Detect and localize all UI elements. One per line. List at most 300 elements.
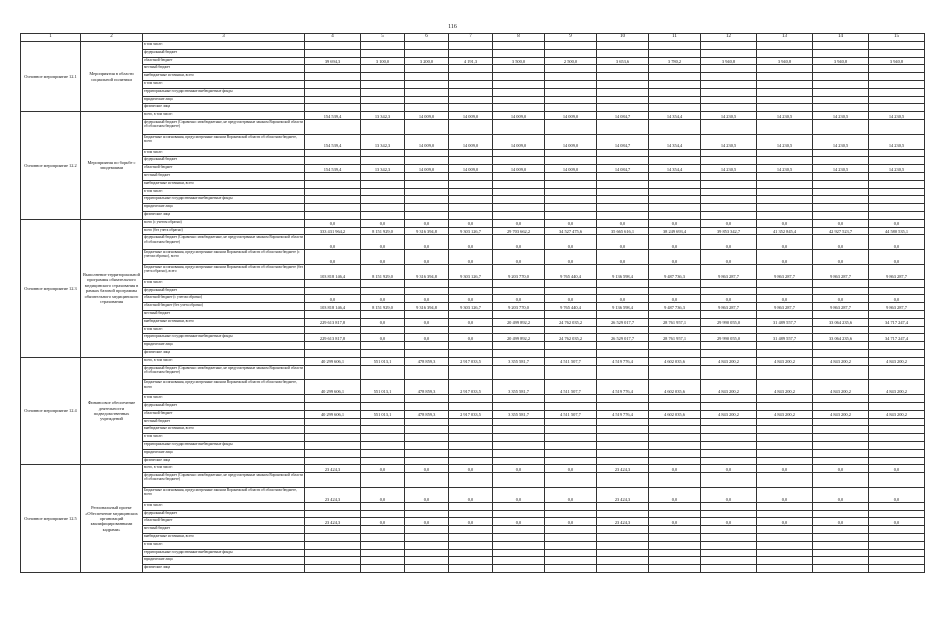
value-cell — [361, 287, 405, 295]
value-cell: 9 863 287,7 — [701, 303, 757, 311]
value-cell — [545, 80, 597, 88]
value-cell — [701, 541, 757, 549]
value-cell — [361, 426, 405, 434]
value-cell — [757, 157, 813, 165]
value-cell: 0,0 — [649, 518, 701, 526]
value-cell — [449, 426, 493, 434]
table-row — [21, 395, 925, 403]
value-cell — [597, 80, 649, 88]
value-cell — [405, 557, 449, 565]
value-cell — [813, 188, 869, 196]
value-cell: 14 230,5 — [757, 165, 813, 173]
value-cell: 0,0 — [493, 235, 545, 250]
value-cell — [405, 449, 449, 457]
value-cell — [701, 473, 757, 488]
value-cell — [493, 557, 545, 565]
value-cell — [869, 342, 925, 350]
funding-source: в том числе: — [143, 395, 305, 403]
value-cell: 9 863 287,7 — [757, 303, 813, 311]
funding-source: в том числе: — [143, 502, 305, 510]
value-cell — [813, 557, 869, 565]
value-cell — [597, 326, 649, 334]
value-cell — [545, 157, 597, 165]
value-cell: 9 303 126,7 — [449, 227, 493, 235]
value-cell: 9 316 394,8 — [405, 227, 449, 235]
value-cell: 0,0 — [545, 465, 597, 473]
value-cell: 14 009,0 — [493, 134, 545, 149]
header-cell: 2 — [81, 34, 143, 42]
value-cell: 14 230,5 — [813, 165, 869, 173]
value-cell — [405, 441, 449, 449]
value-cell: 4 602 035,6 — [649, 410, 701, 418]
table-row — [21, 410, 925, 418]
value-cell: 551 013,1 — [361, 357, 405, 365]
value-cell: 29 703 662,2 — [493, 227, 545, 235]
value-cell — [813, 365, 869, 380]
value-cell — [493, 157, 545, 165]
table-row — [21, 157, 925, 165]
value-cell — [493, 365, 545, 380]
value-cell — [869, 88, 925, 96]
value-cell — [545, 188, 597, 196]
table-row — [21, 465, 925, 473]
value-cell — [757, 449, 813, 457]
value-cell — [813, 172, 869, 180]
value-cell — [597, 49, 649, 57]
value-cell — [813, 49, 869, 57]
value-cell — [813, 418, 869, 426]
value-cell — [701, 418, 757, 426]
value-cell — [545, 365, 597, 380]
section-name: Основное мероприятие 12.3 — [21, 219, 81, 357]
value-cell — [869, 510, 925, 518]
value-cell — [701, 73, 757, 81]
value-cell — [545, 557, 597, 565]
value-cell: 0,0 — [701, 518, 757, 526]
value-cell — [545, 149, 597, 157]
value-cell — [757, 104, 813, 112]
value-cell — [305, 326, 361, 334]
value-cell — [545, 349, 597, 357]
value-cell — [869, 533, 925, 541]
value-cell — [361, 457, 405, 465]
value-cell — [597, 342, 649, 350]
value-cell — [597, 73, 649, 81]
value-cell — [649, 326, 701, 334]
value-cell — [545, 449, 597, 457]
value-cell — [597, 441, 649, 449]
value-cell: 9 863 287,7 — [757, 264, 813, 279]
value-cell — [649, 449, 701, 457]
value-cell — [701, 180, 757, 188]
value-cell — [649, 149, 701, 157]
value-cell — [649, 418, 701, 426]
value-cell — [493, 96, 545, 104]
value-cell — [757, 119, 813, 134]
value-cell — [305, 473, 361, 488]
value-cell: 14 084,7 — [597, 112, 649, 120]
value-cell — [449, 73, 493, 81]
value-cell — [649, 549, 701, 557]
value-cell: 0,0 — [361, 219, 405, 227]
value-cell — [597, 204, 649, 212]
value-cell — [649, 49, 701, 57]
funding-source: в том числе: — [143, 80, 305, 88]
value-cell — [813, 310, 869, 318]
value-cell — [493, 502, 545, 510]
value-cell — [597, 502, 649, 510]
value-cell — [701, 157, 757, 165]
funding-source: юридические лица — [143, 204, 305, 212]
value-cell — [405, 204, 449, 212]
value-cell — [597, 473, 649, 488]
value-cell — [597, 287, 649, 295]
value-cell: 0,0 — [361, 518, 405, 526]
value-cell: 13 342,3 — [361, 134, 405, 149]
value-cell: 4 511 507,7 — [545, 410, 597, 418]
value-cell — [493, 541, 545, 549]
value-cell — [405, 402, 449, 410]
value-cell: 4 843 200,2 — [869, 357, 925, 365]
section-name: Основное мероприятие 12.4 — [21, 357, 81, 465]
value-cell: 23 424,3 — [305, 487, 361, 502]
funding-source: федеральный бюджет — [143, 287, 305, 295]
table-row — [21, 73, 925, 81]
value-cell — [361, 326, 405, 334]
table-row — [21, 434, 925, 442]
value-cell — [597, 457, 649, 465]
value-cell — [649, 541, 701, 549]
value-cell — [449, 549, 493, 557]
table-row — [21, 565, 925, 573]
table-row — [21, 250, 925, 265]
value-cell: 0,0 — [649, 219, 701, 227]
value-cell — [701, 426, 757, 434]
funding-source: физические лица — [143, 349, 305, 357]
value-cell — [757, 188, 813, 196]
funding-source: всего, в том числе: — [143, 465, 305, 473]
value-cell — [405, 180, 449, 188]
value-cell: 3 940,8 — [869, 57, 925, 65]
table-row — [21, 541, 925, 549]
value-cell — [545, 541, 597, 549]
value-cell — [305, 180, 361, 188]
value-cell — [449, 395, 493, 403]
value-cell — [405, 149, 449, 157]
table-row — [21, 473, 925, 488]
value-cell — [813, 104, 869, 112]
value-cell — [449, 565, 493, 573]
value-cell — [649, 441, 701, 449]
value-cell: 14 084,7 — [597, 165, 649, 173]
value-cell — [757, 172, 813, 180]
value-cell — [597, 65, 649, 73]
value-cell: 9 765 440,4 — [545, 303, 597, 311]
value-cell — [493, 326, 545, 334]
value-cell: 20 499 892,2 — [493, 318, 545, 326]
value-cell: 14 354,4 — [649, 134, 701, 149]
value-cell — [449, 473, 493, 488]
value-cell — [869, 172, 925, 180]
value-cell: 14 230,5 — [701, 165, 757, 173]
table-row — [21, 310, 925, 318]
value-cell — [493, 287, 545, 295]
value-cell — [449, 188, 493, 196]
value-cell: 4 519 776,4 — [597, 410, 649, 418]
funding-source: федеральный бюджет (Справочно: межбюджетные, не предусмотренные законом Воронежской области об областном бюджете) — [143, 119, 305, 134]
table-row — [21, 549, 925, 557]
value-cell: 0,0 — [493, 250, 545, 265]
value-cell — [449, 402, 493, 410]
value-cell — [701, 449, 757, 457]
table-row — [21, 510, 925, 518]
value-cell: 9 316 394,8 — [405, 303, 449, 311]
value-cell: 13 342,3 — [361, 112, 405, 120]
value-cell — [757, 418, 813, 426]
table-row — [21, 65, 925, 73]
value-cell: 23 424,3 — [597, 465, 649, 473]
value-cell — [869, 157, 925, 165]
value-cell — [649, 96, 701, 104]
value-cell: 333 431 964,2 — [305, 227, 361, 235]
table-row — [21, 112, 925, 120]
value-cell: 0,0 — [545, 295, 597, 303]
value-cell: 154 539,4 — [305, 112, 361, 120]
value-cell: 0,0 — [813, 487, 869, 502]
value-cell — [449, 510, 493, 518]
value-cell — [405, 211, 449, 219]
header-cell: 15 — [869, 34, 925, 42]
value-cell — [305, 526, 361, 534]
page-number: 116 — [448, 24, 457, 30]
value-cell — [545, 418, 597, 426]
value-cell: 0,0 — [757, 235, 813, 250]
funding-source: областной бюджет — [143, 410, 305, 418]
value-cell: 24 762 035,2 — [545, 334, 597, 342]
table-row — [21, 211, 925, 219]
value-cell: 0,0 — [305, 235, 361, 250]
value-cell: 4 511 507,7 — [545, 380, 597, 395]
value-cell — [405, 172, 449, 180]
value-cell: 0,0 — [305, 219, 361, 227]
value-cell — [597, 157, 649, 165]
value-cell: 3 355 581,7 — [493, 357, 545, 365]
value-cell — [305, 279, 361, 287]
value-cell — [869, 326, 925, 334]
value-cell: 3 780,2 — [649, 57, 701, 65]
value-cell — [649, 557, 701, 565]
value-cell — [813, 473, 869, 488]
value-cell: 8 151 929,0 — [361, 264, 405, 279]
value-cell: 0,0 — [361, 295, 405, 303]
value-cell — [813, 96, 869, 104]
value-cell — [701, 49, 757, 57]
value-cell — [449, 502, 493, 510]
value-cell — [757, 549, 813, 557]
value-cell — [305, 73, 361, 81]
value-cell — [545, 65, 597, 73]
value-cell — [361, 510, 405, 518]
value-cell: 0,0 — [305, 295, 361, 303]
value-cell — [545, 502, 597, 510]
value-cell — [545, 473, 597, 488]
value-cell — [405, 342, 449, 350]
value-cell: 28 761 957,1 — [649, 318, 701, 326]
value-cell — [361, 96, 405, 104]
value-cell: 103 818 146,4 — [305, 303, 361, 311]
value-cell — [757, 96, 813, 104]
value-cell: 0,0 — [597, 250, 649, 265]
value-cell: 9 487 736,3 — [649, 303, 701, 311]
table-row — [21, 502, 925, 510]
value-cell — [649, 196, 701, 204]
value-cell — [405, 426, 449, 434]
value-cell: 9 303 126,7 — [449, 303, 493, 311]
value-cell — [869, 80, 925, 88]
value-cell: 2 917 033,5 — [449, 410, 493, 418]
funding-source: местный бюджет — [143, 172, 305, 180]
header-cell: 3 — [143, 34, 305, 42]
value-cell — [649, 565, 701, 573]
value-cell — [449, 349, 493, 357]
funding-source: внебюджетные источники, всего — [143, 533, 305, 541]
value-cell — [449, 279, 493, 287]
value-cell — [545, 104, 597, 112]
value-cell — [493, 279, 545, 287]
value-cell: 0,0 — [869, 250, 925, 265]
value-cell: 35 665 616,1 — [597, 227, 649, 235]
value-cell — [649, 349, 701, 357]
value-cell: 0,0 — [813, 250, 869, 265]
header-cell: 14 — [813, 34, 869, 42]
value-cell — [597, 104, 649, 112]
value-cell — [649, 104, 701, 112]
value-cell — [449, 96, 493, 104]
funding-source: местный бюджет — [143, 65, 305, 73]
value-cell — [305, 196, 361, 204]
value-cell — [701, 88, 757, 96]
value-cell — [597, 549, 649, 557]
value-cell: 4 191,3 — [449, 57, 493, 65]
value-cell — [597, 365, 649, 380]
value-cell — [449, 196, 493, 204]
header-cell: 9 — [545, 34, 597, 42]
funding-source: областной бюджет — [143, 165, 305, 173]
table-row — [21, 149, 925, 157]
value-cell: 9 863 287,7 — [701, 264, 757, 279]
value-cell — [361, 196, 405, 204]
value-cell: 0,0 — [701, 487, 757, 502]
value-cell — [545, 279, 597, 287]
table-row — [21, 172, 925, 180]
funding-source: территориальные государственные внебюджетные фонды — [143, 196, 305, 204]
funding-source: в том числе: — [143, 42, 305, 50]
table-row — [21, 334, 925, 342]
value-cell: 33 064 235,6 — [813, 334, 869, 342]
value-cell — [449, 365, 493, 380]
funding-source: юридические лица — [143, 342, 305, 350]
value-cell — [597, 557, 649, 565]
value-cell — [649, 73, 701, 81]
value-cell — [597, 510, 649, 518]
value-cell — [545, 310, 597, 318]
value-cell — [649, 211, 701, 219]
value-cell: 9 136 598,4 — [597, 264, 649, 279]
value-cell — [305, 172, 361, 180]
value-cell — [405, 395, 449, 403]
value-cell: 0,0 — [449, 219, 493, 227]
value-cell — [649, 279, 701, 287]
value-cell — [449, 287, 493, 295]
value-cell — [449, 49, 493, 57]
value-cell — [597, 349, 649, 357]
funding-source: физические лица — [143, 565, 305, 573]
value-cell — [649, 80, 701, 88]
value-cell — [361, 157, 405, 165]
value-cell — [701, 96, 757, 104]
value-cell: 14 230,5 — [869, 134, 925, 149]
value-cell — [449, 65, 493, 73]
value-cell — [493, 88, 545, 96]
value-cell — [757, 441, 813, 449]
value-cell — [813, 565, 869, 573]
value-cell — [701, 533, 757, 541]
value-cell — [449, 418, 493, 426]
value-cell — [869, 418, 925, 426]
funding-source: федеральный бюджет (Справочно: межбюджетные, не предусмотренные законом Воронежской области об областном бюджете) — [143, 235, 305, 250]
value-cell — [405, 418, 449, 426]
value-cell — [405, 510, 449, 518]
value-cell: 551 013,1 — [361, 410, 405, 418]
header-cell: 13 — [757, 34, 813, 42]
value-cell — [305, 149, 361, 157]
value-cell — [649, 188, 701, 196]
value-cell: 0,0 — [449, 487, 493, 502]
value-cell — [405, 287, 449, 295]
value-cell — [869, 310, 925, 318]
value-cell — [305, 426, 361, 434]
value-cell — [597, 188, 649, 196]
value-cell: 26 529 017,7 — [597, 318, 649, 326]
value-cell — [701, 502, 757, 510]
value-cell — [305, 88, 361, 96]
value-cell: 0,0 — [361, 250, 405, 265]
table-row — [21, 96, 925, 104]
value-cell — [701, 326, 757, 334]
header-cell: 4 — [305, 34, 361, 42]
value-cell: 0,0 — [449, 318, 493, 326]
value-cell: 0,0 — [449, 295, 493, 303]
value-cell: 478 859,3 — [405, 410, 449, 418]
value-cell — [361, 65, 405, 73]
value-cell — [305, 157, 361, 165]
value-cell — [869, 180, 925, 188]
value-cell: 0,0 — [701, 465, 757, 473]
value-cell — [757, 434, 813, 442]
table-row — [21, 180, 925, 188]
value-cell: 26 529 017,7 — [597, 334, 649, 342]
value-cell — [869, 204, 925, 212]
value-cell — [597, 196, 649, 204]
value-cell: 14 230,5 — [869, 165, 925, 173]
value-cell: 0,0 — [405, 235, 449, 250]
value-cell — [405, 279, 449, 287]
section-description: Финансовое обеспечение деятельности подведомственных учреждений — [81, 357, 143, 465]
value-cell — [405, 119, 449, 134]
table-row — [21, 264, 925, 279]
value-cell: 39 853 342,7 — [701, 227, 757, 235]
value-cell — [493, 395, 545, 403]
